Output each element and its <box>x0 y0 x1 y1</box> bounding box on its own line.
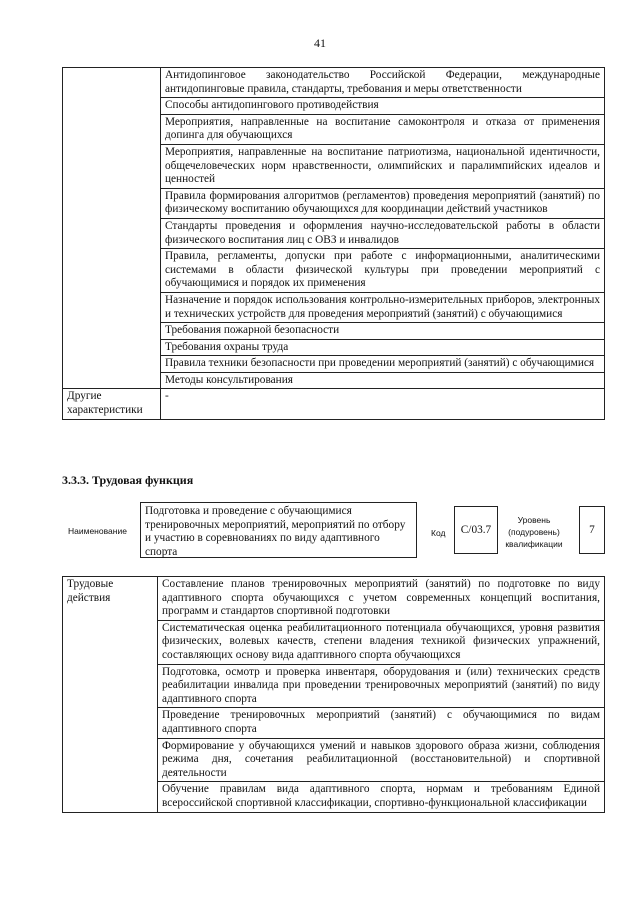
table-cell: Формирование у обучающихся умений и навыков здорового образа жизни, соблюдения режима дня, сочетания реабилитационной (восстановительной) и спортивной деятельности <box>158 738 605 782</box>
knowledge-label-cell <box>63 68 161 389</box>
table-cell: Стандарты проведения и оформления научно-исследовательской работы в области физического воспитания лиц с ОВЗ и инвалидов <box>161 218 605 248</box>
name-label: Наименование <box>68 526 127 536</box>
table-cell: Методы консультирования <box>161 372 605 389</box>
table-cell: Правила техники безопасности при проведении мероприятий (занятий) с обучающимися <box>161 356 605 373</box>
table-cell: Мероприятия, направленные на воспитание патриотизма, национальной идентичности, общечеловеческих норм нравственности, олимпийских и паралимпийских идеалов и ценностей <box>161 144 605 188</box>
other-characteristics-label: Другие характеристики <box>63 389 161 419</box>
table-row <box>63 389 605 419</box>
table-row <box>63 577 605 621</box>
labor-actions-label: Трудовые действия <box>63 577 158 813</box>
table-cell: Правила, регламенты, допуски при работе с информационными, аналитическими системами в области физической культуры при проведении мероприятий с обучающимися и порядок их применения <box>161 249 605 293</box>
table-cell: Подготовка, осмотр и проверка инвентаря, оборудования и (или) технических средств реабилитации инвалида при проведении тренировочных мероприятий (занятий) по виду адаптивного спорта <box>158 664 605 708</box>
section-heading: 3.3.3. Трудовая функция <box>62 473 194 487</box>
knowledge-table <box>62 67 605 420</box>
table-cell: Систематическая оценка реабилитационного потенциала обучающихся, уровня развития физических, волевых качеств, степени владения техникой физических упражнений, составляющих основу вида адаптивного спорта обучающихся <box>158 620 605 664</box>
qualification-level-label: Уровень (подуровень) квалификации <box>505 515 563 549</box>
other-characteristics-value: - <box>161 389 605 419</box>
labor-actions-table <box>62 576 605 813</box>
table-cell: Антидопинговое законодательство Российской Федерации, международные антидопинговые правила, стандарты, требования и меры ответственности <box>161 68 605 98</box>
code-value: C/03.7 <box>454 506 498 554</box>
table-cell: Способы антидопингового противодействия <box>161 98 605 115</box>
table-cell: Правила формирования алгоритмов (регламентов) проведения мероприятий (занятий) по физическому воспитанию обучающихся для координации действий участников <box>161 188 605 218</box>
qualification-level-value: 7 <box>579 506 605 554</box>
table-cell: Проведение тренировочных мероприятий (занятий) с обучающимися по видам адаптивного спорта <box>158 708 605 738</box>
table-cell: Требования пожарной безопасности <box>161 323 605 340</box>
table-cell: Составление планов тренировочных мероприятий (занятий) по подготовке по виду адаптивного спорта обучающихся с учетом современных концепций воспитания, программ и стандартов спортивной подготовки <box>158 577 605 621</box>
table-cell: Обучение правилам вида адаптивного спорта, нормам и требованиям Единой всероссийской спортивной классификации, спортивно-функциональной классификации <box>158 782 605 812</box>
code-label: Код <box>431 528 446 538</box>
labor-function-name: Подготовка и проведение с обучающимися тренировочных мероприятий, мероприятий по отбору и участию в соревнованиях по виду адаптивного спорта <box>140 502 417 558</box>
table-cell: Мероприятия, направленные на воспитание самоконтроля и отказа от применения допинга для обучающихся <box>161 114 605 144</box>
table-cell: Назначение и порядок использования контрольно-измерительных приборов, электронных и технических устройств для проведения мероприятий (занятий) с обучающимися <box>161 292 605 322</box>
page-number: 41 <box>314 36 326 50</box>
table-cell: Требования охраны труда <box>161 339 605 356</box>
table-row <box>63 68 605 98</box>
